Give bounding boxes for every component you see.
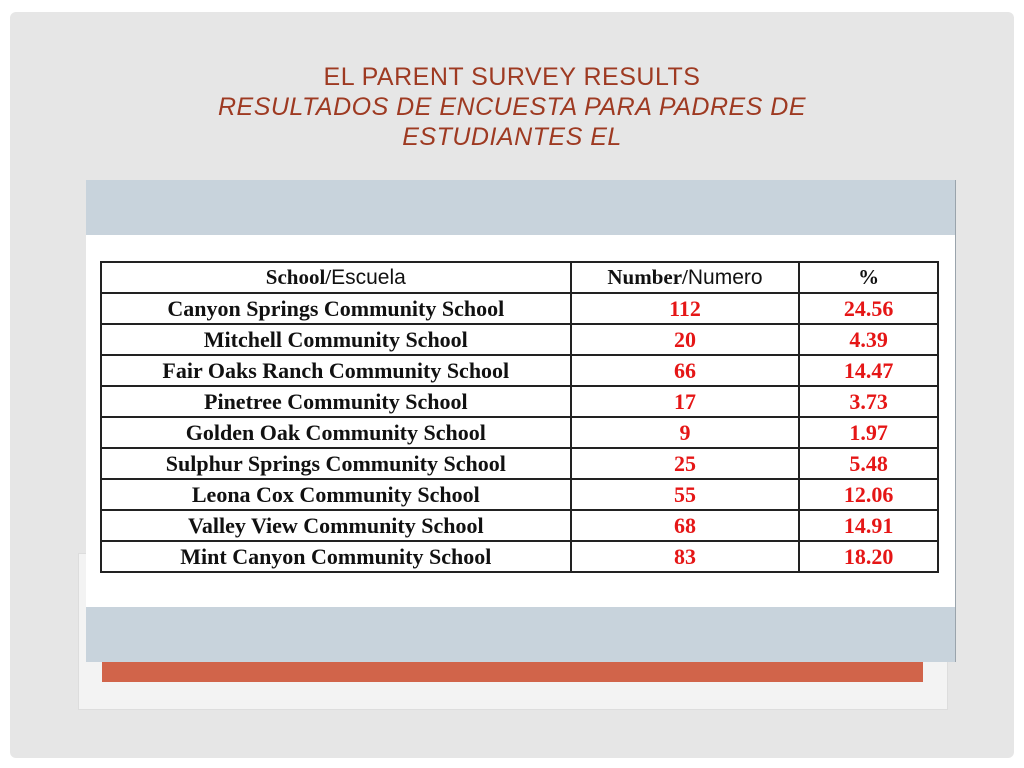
table-row [101, 293, 938, 324]
school-name: Fair Oaks Ranch Community School [101, 355, 571, 386]
school-name: Canyon Springs Community School [101, 293, 571, 324]
school-percent: 24.56 [799, 293, 938, 324]
school-number: 20 [571, 324, 800, 355]
title-spanish-line1: RESULTADOS DE ENCUESTA PARA PADRES DE [217, 93, 807, 121]
school-name: Pinetree Community School [101, 386, 571, 417]
survey-results-table [100, 261, 939, 573]
school-percent: 4.39 [799, 324, 938, 355]
table-row [101, 355, 938, 386]
school-number: 55 [571, 479, 800, 510]
school-percent: 5.48 [799, 448, 938, 479]
header-number-english: Number/ [607, 265, 688, 289]
slide-title [0, 62, 1024, 152]
school-name: Golden Oak Community School [101, 417, 571, 448]
table-row [101, 324, 938, 355]
table-image [86, 180, 956, 662]
school-name: Mint Canyon Community School [101, 541, 571, 572]
school-percent: 18.20 [799, 541, 938, 572]
header-school [101, 262, 571, 293]
table-row [101, 448, 938, 479]
image-bottom-band [86, 607, 955, 662]
table-row [101, 386, 938, 417]
school-number: 83 [571, 541, 800, 572]
table-row [101, 417, 938, 448]
header-school-english: School/ [265, 265, 332, 289]
school-name: Valley View Community School [101, 510, 571, 541]
school-number: 112 [571, 293, 800, 324]
school-name: Sulphur Springs Community School [101, 448, 571, 479]
school-number: 68 [571, 510, 800, 541]
header-school-spanish: Escuela [331, 266, 406, 289]
table-row [101, 510, 938, 541]
title-english: EL PARENT SURVEY RESULTS [323, 63, 701, 91]
table-row [101, 479, 938, 510]
header-number-spanish: Numero [687, 266, 763, 289]
school-percent: 3.73 [799, 386, 938, 417]
header-percent: % [799, 262, 938, 293]
school-number: 25 [571, 448, 800, 479]
school-percent: 12.06 [799, 479, 938, 510]
image-top-band [86, 180, 955, 235]
school-percent: 14.47 [799, 355, 938, 386]
table-header-row [101, 262, 938, 293]
school-name: Mitchell Community School [101, 324, 571, 355]
school-number: 66 [571, 355, 800, 386]
school-number: 9 [571, 417, 800, 448]
header-number [571, 262, 800, 293]
school-name: Leona Cox Community School [101, 479, 571, 510]
school-percent: 14.91 [799, 510, 938, 541]
accent-bar [102, 662, 923, 682]
school-percent: 1.97 [799, 417, 938, 448]
school-number: 17 [571, 386, 800, 417]
title-spanish-line2: ESTUDIANTES EL [402, 123, 622, 151]
table-row [101, 541, 938, 572]
